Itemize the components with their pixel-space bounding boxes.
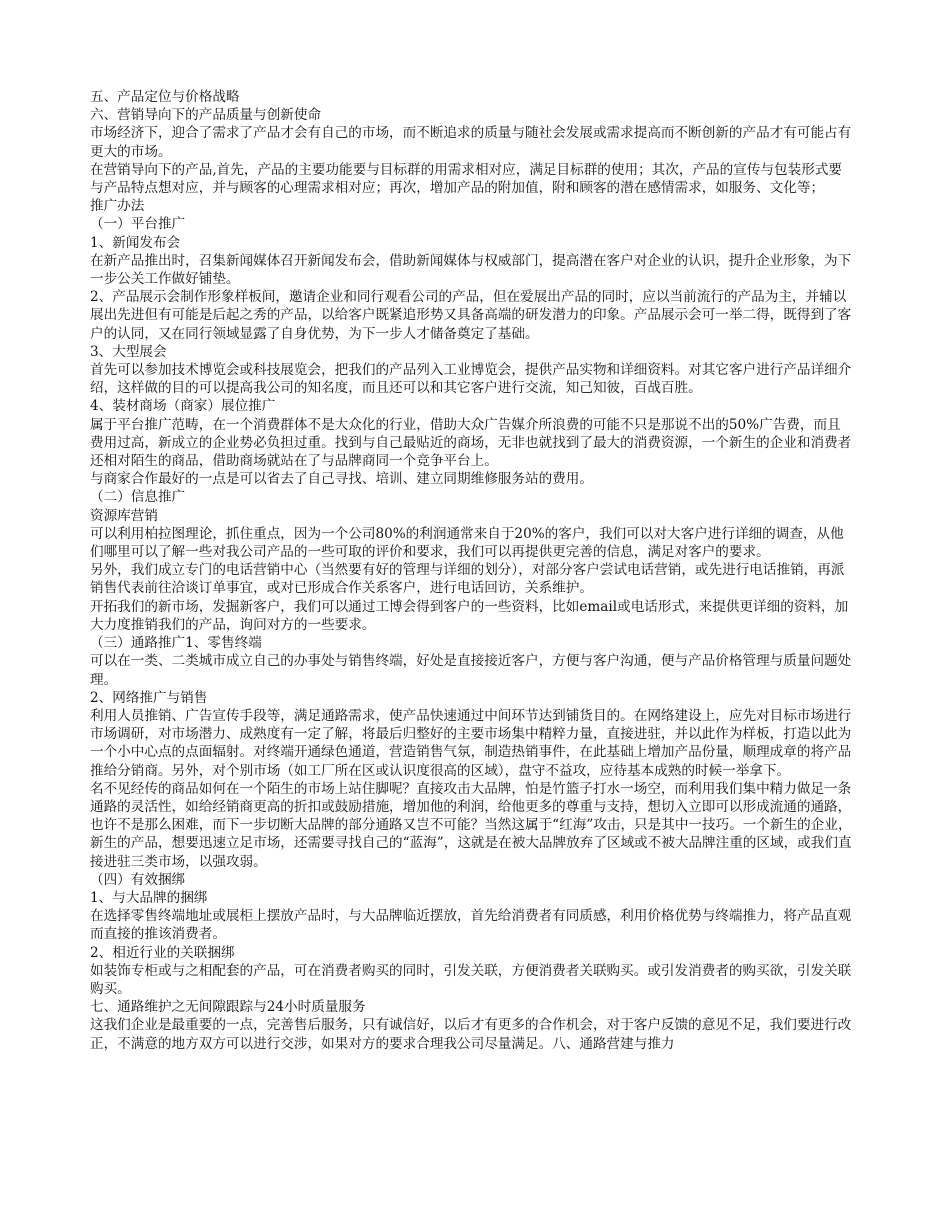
- paragraph: 利用人员推销、广告宣传手段等，满足通路需求，使产品快速通过中间环节达到铺货目的。在网络建设上，应先对目标市场进行市场调研，对市场潜力、成熟度有一定了解，将最后归整好的主要市场集中精粹力量，直接进驻，并以此作为样板，打造以此为一个小中心点的点面辐射。对终端开通绿色通道，营造销售气氛，制造热销事件，在此基础上增加产品份量，顺理成章的将产品推给分销商。另外，对个别市场（如工厂所在区或认识度很高的区域），盘守不益攻，应待基本成熟的时候一举拿下。: [90, 707, 852, 779]
- paragraph: 可以在一类、二类城市成立自己的办事处与销售终端，好处是直接接近客户，方便与客户沟通，便与产品价格管理与质量问题处理。: [90, 653, 852, 688]
- paragraph: 如装饰专柜或与之相配套的产品，可在消费者购买的同时，引发关联，方便消费者关联购买。或引发消费者的购买欲，引发关联购买。: [90, 962, 852, 997]
- subheading: （四）有效捆绑: [90, 871, 186, 888]
- paragraph: 开拓我们的新市场，发掘新客户，我们可以通过工博会得到客户的一些资料，比如email或电话形式，来提供更详细的资料，加大力度推销我们的产品，询问对方的一些要求。: [90, 598, 849, 633]
- item-heading: 1、与大品牌的捆绑: [90, 889, 208, 906]
- item-heading: 4、装材商场（商家）展位推广: [90, 398, 276, 415]
- paragraph: 在选择零售终端地址或展柜上摆放产品时，与大品牌临近摆放，首先给消费者有同质感，利用价格优势与终端推力，将产品直观而直接的推该消费者。: [90, 908, 852, 943]
- subheading: （一）平台推广: [90, 216, 186, 233]
- item-heading: 资源库营销: [90, 507, 158, 524]
- paragraph: 名不见经传的商品如何在一个陌生的市场上站住脚呢？直接攻击大品牌，怕是竹篮子打水一场空，而利用我们集中精力做足一条通路的灵活性，如给经销商更高的折扣或鼓励措施，增加他的利润，给他更多的尊重与支持，想切入立即可以形成流通的通路，也许不是那么困难，而下一步切断大品牌的部分通路又岂不可能？当然这属于“红海”攻击，只是其中一技巧。一个新生的企业，新生的产品，想要迅速立足市场，还需要寻找自己的“蓝海”，这就是在被大品牌放弃了区域或不被大品牌注重的区域，或我们直接进驻三类市场，以强攻弱。: [90, 780, 852, 870]
- item-heading: 2、相近行业的关联捆绑: [90, 944, 235, 961]
- item-heading: 2、网络推广与销售: [90, 689, 208, 706]
- subheading: （二）信息推广: [90, 489, 186, 506]
- section-heading: 五、产品定位与价格战略: [90, 89, 240, 105]
- paragraph: 在营销导向下的产品,首先，产品的主要功能要与目标群的用需求相对应，满足目标群的使用；其次，产品的宣传与包装形式要与产品特点想对应，并与顾客的心理需求相对应；再次，增加产品的附加值，附和顾客的潜在感情需求，如服务、文化等；: [90, 161, 842, 197]
- paragraph: 首先可以参加技术博览会或科技展览会，把我们的产品列入工业博览会，提供产品实物和详细资料。对其它客户进行产品详细介绍，这样做的目的可以提高我公司的知名度，而且还可以和其它客户进行交流，知己知彼，百战百胜。: [90, 362, 852, 397]
- paragraph: 与商家合作最好的一点是可以省去了自己寻找、培训、建立同期维修服务站的费用。: [90, 471, 593, 488]
- paragraph: 可以利用柏拉图理论，抓住重点，因为一个公司80%的利润通常来自于20%的客户，我们可以对大客户进行详细的调查，从他们哪里可以了解一些对我公司产品的一些可取的评价和要求，我们可以再提供更完善的信息，满足对客户的要求。: [90, 525, 844, 561]
- paragraph: 属于平台推广范畴，在一个消费群体不是大众化的行业，借助大众广告媒介所浪费的可能不只是那说不出的50%广告费，而且费用过高，新成立的企业势必负担过重。找到与自己最贴近的商场，无非也就找到了最大的消费资源，一个新生的企业和消费者还相对陌生的商品，借助商场就站在了与品牌商同一个竞争平台上。: [90, 416, 852, 470]
- section-heading: 六、营销导向下的产品质量与创新使命: [90, 107, 322, 124]
- paragraph: 这我们企业是最重要的一点，完善售后服务，只有诚信好，以后才有更多的合作机会，对于客户反馈的意见不足，我们要进行改正，不满意的地方双方可以进行交涉，如果对方的要求合理我公司尽量满足。八、通路营建与推力: [90, 1017, 852, 1052]
- paragraph: 在新产品推出时，召集新闻媒体召开新闻发布会，借助新闻媒体与权威部门，提高潜在客户对企业的认识，提升企业形象，为下一步公关工作做好铺垫。: [90, 252, 852, 288]
- paragraph: 另外，我们成立专门的电话营销中心（当然要有好的管理与详细的划分），对部分客户尝试电话营销，或先进行电话推销，再派销售代表前往洽谈订单事宜，或对已形成合作关系客户，进行电话回访，关系维护。: [90, 562, 845, 597]
- subheading: 推广办法: [90, 198, 145, 215]
- section-heading: 七、通路维护之无间隙跟踪与24小时质量服务: [90, 999, 366, 1016]
- item-heading: 1、新闻发布会: [90, 234, 181, 251]
- paragraph: 2、产品展示会制作形象样板间，邀请企业和同行观看公司的产品，但在爱展出产品的同时，应以当前流行的产品为主，并辅以展出先进但有可能是后起之秀的产品，以给客户既紧追形势又具备高端的研发潜力的印象。产品展示会可一举二得，既得到了客户的认同，又在同行领域显露了自身优势，为下一步人才储备奠定了基础。: [90, 289, 852, 342]
- paragraph: 市场经济下，迎合了需求了产品才会有自己的市场，而不断追求的质量与随社会发展或需求提高而不断创新的产品才有可能占有更大的市场。: [90, 125, 852, 160]
- item-heading: 3、大型展会: [90, 343, 167, 360]
- subheading: （三）通路推广1、零售终端: [90, 635, 262, 652]
